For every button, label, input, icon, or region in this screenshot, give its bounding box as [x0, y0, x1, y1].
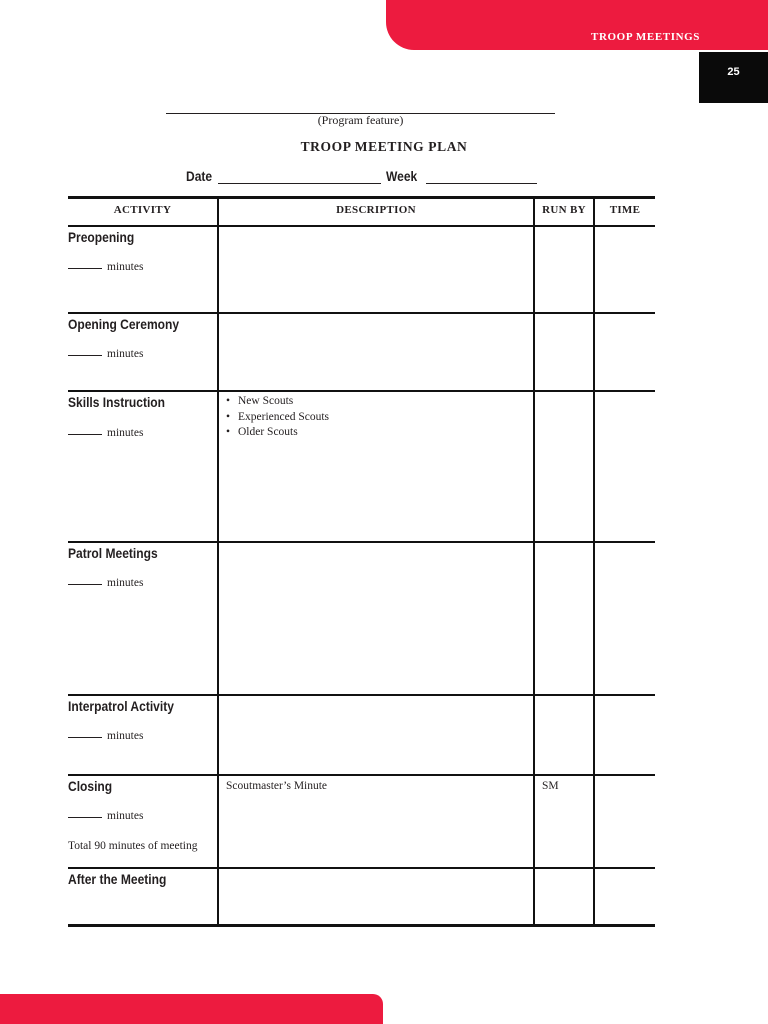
minutes-field[interactable]: [68, 577, 143, 589]
section-title: TROOP MEETINGS: [591, 31, 700, 43]
row-divider: [68, 774, 655, 776]
closing-run-by: SM: [542, 780, 559, 792]
minutes-blank: [68, 434, 102, 435]
minutes-blank: [68, 268, 102, 269]
footer-band: [0, 994, 383, 1024]
column-divider: [533, 196, 535, 927]
activity-skills-instruction: Skills Instruction: [68, 394, 166, 410]
minutes-blank: [68, 817, 102, 818]
week-field[interactable]: [426, 183, 537, 184]
column-header-description: DESCRIPTION: [336, 204, 416, 216]
skills-bullet-list: [226, 394, 329, 441]
table-bottom-rule: [68, 924, 655, 927]
minutes-label: minutes: [107, 261, 144, 273]
header-rule: [68, 225, 655, 227]
column-divider: [593, 196, 595, 927]
minutes-field[interactable]: [68, 348, 143, 360]
activity-patrol-meetings: Patrol Meetings: [68, 545, 158, 561]
minutes-field[interactable]: [68, 261, 143, 273]
week-label: Week: [386, 168, 418, 184]
minutes-blank: [68, 584, 102, 585]
bullet-older-scouts: • Older Scouts: [226, 425, 329, 441]
row-divider: [68, 867, 655, 869]
date-label: Date: [186, 168, 213, 184]
minutes-label: minutes: [107, 348, 144, 360]
activity-interpatrol: Interpatrol Activity: [68, 698, 174, 714]
minutes-field[interactable]: [68, 810, 143, 822]
program-feature-caption: (Program feature): [317, 113, 404, 127]
row-divider: [68, 390, 655, 392]
activity-after-meeting: After the Meeting: [68, 871, 167, 887]
closing-description: Scoutmaster’s Minute: [226, 780, 328, 792]
row-divider: [68, 541, 655, 543]
row-divider: [68, 312, 655, 314]
minutes-label: minutes: [107, 577, 144, 589]
column-divider: [217, 196, 219, 927]
page-number-box: [699, 52, 768, 103]
column-header-run-by: RUN BY: [542, 204, 586, 216]
header-band: [386, 0, 768, 50]
bullet-experienced-scouts: • Experienced Scouts: [226, 410, 329, 426]
column-header-time: TIME: [609, 204, 641, 216]
row-divider: [68, 694, 655, 696]
minutes-field[interactable]: [68, 427, 143, 439]
minutes-label: minutes: [107, 730, 144, 742]
page-title: TROOP MEETING PLAN: [300, 139, 468, 154]
column-header-activity: ACTIVITY: [113, 204, 172, 216]
minutes-field[interactable]: [68, 730, 143, 742]
activity-preopening: Preopening: [68, 229, 135, 245]
page-number: 25: [727, 66, 740, 78]
minutes-blank: [68, 355, 102, 356]
total-minutes-note: Total 90 minutes of meeting: [68, 840, 198, 852]
activity-opening-ceremony: Opening Ceremony: [68, 316, 180, 332]
activity-closing: Closing: [68, 778, 113, 794]
minutes-label: minutes: [107, 810, 144, 822]
bullet-new-scouts: • New Scouts: [226, 394, 329, 410]
minutes-blank: [68, 737, 102, 738]
table-top-rule: [68, 196, 655, 199]
minutes-label: minutes: [107, 427, 144, 439]
date-field[interactable]: [218, 183, 381, 184]
